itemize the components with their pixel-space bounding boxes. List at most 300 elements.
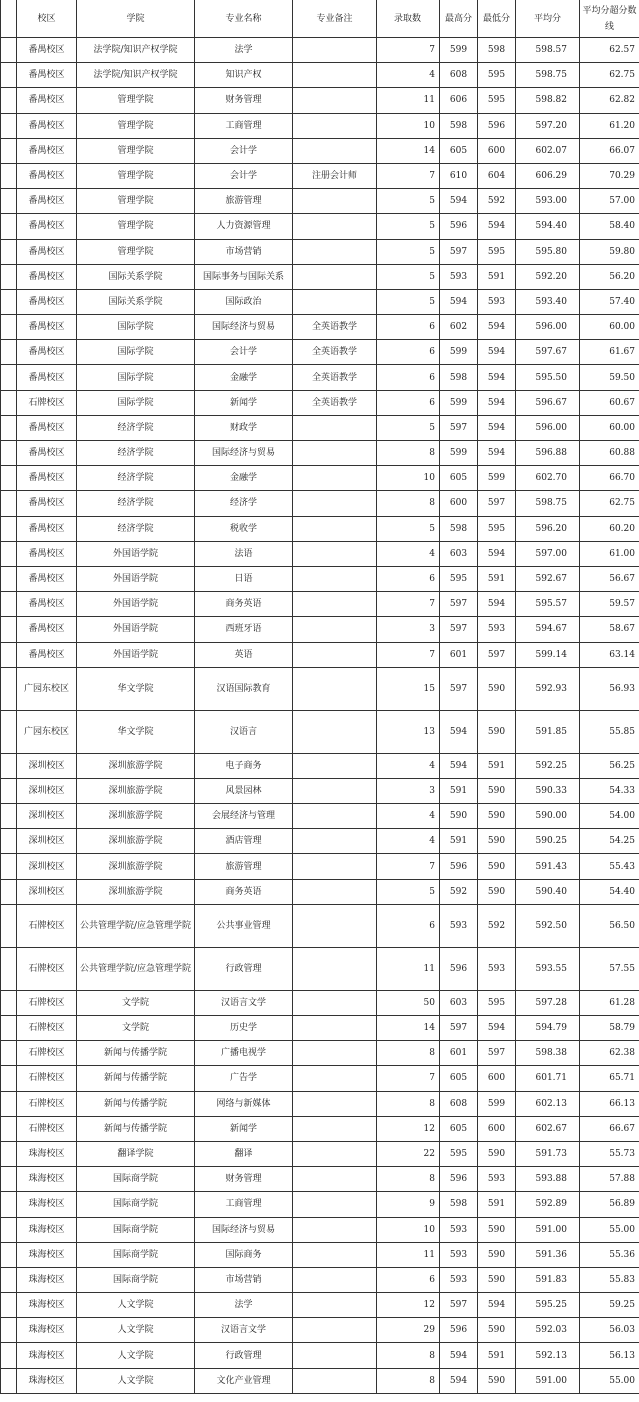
table-row (1, 990, 639, 1015)
cell-avg: 592.03 (516, 1318, 580, 1343)
cell-campus: 珠海校区 (17, 1293, 77, 1318)
cell-admitted: 14 (377, 138, 440, 163)
cell-major: 国际事务与国际关系 (195, 264, 293, 289)
cell-over: 55.43 (580, 854, 639, 879)
cell-college: 管理学院 (77, 113, 195, 138)
cell-note (293, 667, 377, 710)
row-gutter (1, 264, 17, 289)
cell-avg: 594.79 (516, 1016, 580, 1041)
cell-over: 63.14 (580, 642, 639, 667)
cell-max: 594 (440, 289, 478, 314)
cell-college: 国际关系学院 (77, 264, 195, 289)
cell-campus: 番禺校区 (17, 38, 77, 63)
cell-min: 591 (478, 264, 516, 289)
row-gutter (1, 1217, 17, 1242)
row-gutter (1, 904, 17, 947)
cell-college: 管理学院 (77, 239, 195, 264)
cell-avg: 598.75 (516, 63, 580, 88)
cell-major: 旅游管理 (195, 854, 293, 879)
cell-over: 62.75 (580, 63, 639, 88)
cell-max: 605 (440, 1066, 478, 1091)
cell-admitted: 4 (377, 829, 440, 854)
cell-min: 590 (478, 1318, 516, 1343)
cell-college: 管理学院 (77, 163, 195, 188)
cell-admitted: 6 (377, 365, 440, 390)
cell-admitted: 22 (377, 1141, 440, 1166)
cell-college: 新闻与传播学院 (77, 1066, 195, 1091)
cell-min: 595 (478, 88, 516, 113)
cell-college: 华文学院 (77, 710, 195, 753)
cell-over: 57.00 (580, 189, 639, 214)
table-row (1, 390, 639, 415)
cell-college: 华文学院 (77, 667, 195, 710)
cell-admitted: 6 (377, 315, 440, 340)
cell-over: 55.00 (580, 1368, 639, 1393)
row-gutter (1, 0, 17, 38)
cell-over: 54.25 (580, 829, 639, 854)
cell-min: 594 (478, 592, 516, 617)
row-gutter (1, 415, 17, 440)
cell-min: 591 (478, 1192, 516, 1217)
cell-over: 65.71 (580, 1066, 639, 1091)
cell-max: 610 (440, 163, 478, 188)
table-row (1, 163, 639, 188)
cell-max: 597 (440, 667, 478, 710)
cell-admitted: 8 (377, 1041, 440, 1066)
cell-campus: 番禺校区 (17, 441, 77, 466)
cell-over: 55.73 (580, 1141, 639, 1166)
cell-over: 60.20 (580, 516, 639, 541)
cell-campus: 珠海校区 (17, 1267, 77, 1292)
table-row (1, 1242, 639, 1267)
cell-max: 591 (440, 778, 478, 803)
cell-college: 国际学院 (77, 365, 195, 390)
cell-max: 595 (440, 1141, 478, 1166)
cell-campus: 石牌校区 (17, 904, 77, 947)
cell-over: 66.07 (580, 138, 639, 163)
cell-campus: 番禺校区 (17, 415, 77, 440)
cell-college: 深圳旅游学院 (77, 753, 195, 778)
table-row (1, 189, 639, 214)
cell-admitted: 7 (377, 642, 440, 667)
cell-min: 593 (478, 1167, 516, 1192)
cell-college: 国际学院 (77, 340, 195, 365)
cell-avg: 593.88 (516, 1167, 580, 1192)
cell-major: 国际商务 (195, 1242, 293, 1267)
cell-note (293, 1091, 377, 1116)
cell-avg: 599.14 (516, 642, 580, 667)
cell-note (293, 264, 377, 289)
cell-avg: 590.40 (516, 879, 580, 904)
cell-admitted: 7 (377, 854, 440, 879)
cell-major: 会计学 (195, 138, 293, 163)
cell-note (293, 710, 377, 753)
table-row (1, 829, 639, 854)
header-campus: 校区 (17, 0, 77, 38)
row-gutter (1, 1116, 17, 1141)
header-over: 平均分超分数线 (580, 0, 639, 38)
cell-min: 597 (478, 1041, 516, 1066)
cell-campus: 番禺校区 (17, 113, 77, 138)
cell-major: 文化产业管理 (195, 1368, 293, 1393)
cell-min: 600 (478, 138, 516, 163)
cell-avg: 591.85 (516, 710, 580, 753)
cell-major: 财政学 (195, 415, 293, 440)
cell-college: 经济学院 (77, 466, 195, 491)
cell-avg: 591.00 (516, 1217, 580, 1242)
cell-over: 56.03 (580, 1318, 639, 1343)
cell-campus: 番禺校区 (17, 491, 77, 516)
cell-min: 594 (478, 1293, 516, 1318)
cell-avg: 594.67 (516, 617, 580, 642)
cell-max: 597 (440, 617, 478, 642)
cell-max: 596 (440, 947, 478, 990)
table-row (1, 315, 639, 340)
cell-over: 60.00 (580, 415, 639, 440)
cell-max: 599 (440, 390, 478, 415)
table-row (1, 667, 639, 710)
cell-min: 592 (478, 904, 516, 947)
cell-note (293, 592, 377, 617)
cell-max: 594 (440, 710, 478, 753)
cell-major: 法学 (195, 38, 293, 63)
cell-over: 61.20 (580, 113, 639, 138)
cell-college: 管理学院 (77, 88, 195, 113)
cell-college: 深圳旅游学院 (77, 879, 195, 904)
cell-major: 知识产权 (195, 63, 293, 88)
cell-admitted: 5 (377, 214, 440, 239)
row-gutter (1, 1242, 17, 1267)
cell-admitted: 4 (377, 63, 440, 88)
table-row (1, 1041, 639, 1066)
cell-avg: 591.36 (516, 1242, 580, 1267)
cell-campus: 番禺校区 (17, 163, 77, 188)
cell-campus: 珠海校区 (17, 1141, 77, 1166)
cell-min: 590 (478, 1368, 516, 1393)
cell-max: 591 (440, 829, 478, 854)
cell-campus: 石牌校区 (17, 1041, 77, 1066)
cell-min: 595 (478, 63, 516, 88)
cell-max: 602 (440, 315, 478, 340)
cell-admitted: 6 (377, 904, 440, 947)
cell-major: 工商管理 (195, 113, 293, 138)
cell-over: 59.50 (580, 365, 639, 390)
cell-max: 593 (440, 904, 478, 947)
cell-max: 605 (440, 138, 478, 163)
row-gutter (1, 214, 17, 239)
cell-college: 新闻与传播学院 (77, 1116, 195, 1141)
cell-admitted: 6 (377, 1267, 440, 1292)
cell-note (293, 63, 377, 88)
cell-admitted: 12 (377, 1116, 440, 1141)
row-gutter (1, 829, 17, 854)
row-gutter (1, 1267, 17, 1292)
cell-min: 590 (478, 1267, 516, 1292)
cell-max: 596 (440, 854, 478, 879)
table-row (1, 1141, 639, 1166)
cell-major: 历史学 (195, 1016, 293, 1041)
cell-college: 深圳旅游学院 (77, 854, 195, 879)
cell-max: 590 (440, 804, 478, 829)
cell-over: 59.57 (580, 592, 639, 617)
row-gutter (1, 617, 17, 642)
cell-note (293, 415, 377, 440)
cell-over: 55.85 (580, 710, 639, 753)
cell-note (293, 1368, 377, 1393)
cell-admitted: 4 (377, 804, 440, 829)
cell-avg: 596.20 (516, 516, 580, 541)
cell-note (293, 642, 377, 667)
cell-note (293, 38, 377, 63)
cell-avg: 597.28 (516, 990, 580, 1015)
cell-max: 595 (440, 566, 478, 591)
cell-max: 597 (440, 415, 478, 440)
cell-admitted: 5 (377, 516, 440, 541)
cell-max: 603 (440, 541, 478, 566)
cell-over: 66.13 (580, 1091, 639, 1116)
cell-min: 593 (478, 289, 516, 314)
cell-campus: 珠海校区 (17, 1167, 77, 1192)
row-gutter (1, 38, 17, 63)
cell-campus: 珠海校区 (17, 1368, 77, 1393)
cell-over: 55.00 (580, 1217, 639, 1242)
cell-note (293, 289, 377, 314)
table-row (1, 592, 639, 617)
cell-max: 593 (440, 1242, 478, 1267)
cell-note (293, 1016, 377, 1041)
cell-college: 人文学院 (77, 1293, 195, 1318)
cell-major: 广告学 (195, 1066, 293, 1091)
cell-note (293, 491, 377, 516)
cell-major: 人力资源管理 (195, 214, 293, 239)
cell-min: 594 (478, 390, 516, 415)
cell-min: 593 (478, 947, 516, 990)
row-gutter (1, 365, 17, 390)
cell-major: 日语 (195, 566, 293, 591)
cell-note: 全英语教学 (293, 315, 377, 340)
cell-major: 行政管理 (195, 1343, 293, 1368)
table-row (1, 1116, 639, 1141)
cell-college: 深圳旅游学院 (77, 804, 195, 829)
cell-admitted: 10 (377, 113, 440, 138)
cell-note (293, 1318, 377, 1343)
table-row (1, 854, 639, 879)
cell-admitted: 11 (377, 88, 440, 113)
table-row (1, 415, 639, 440)
cell-min: 604 (478, 163, 516, 188)
cell-college: 新闻与传播学院 (77, 1041, 195, 1066)
cell-major: 汉语言文学 (195, 990, 293, 1015)
cell-admitted: 5 (377, 239, 440, 264)
cell-note (293, 541, 377, 566)
cell-major: 汉语国际教育 (195, 667, 293, 710)
cell-college: 文学院 (77, 990, 195, 1015)
cell-max: 598 (440, 1192, 478, 1217)
cell-major: 翻译 (195, 1141, 293, 1166)
row-gutter (1, 541, 17, 566)
cell-major: 工商管理 (195, 1192, 293, 1217)
cell-avg: 593.00 (516, 189, 580, 214)
cell-over: 66.70 (580, 466, 639, 491)
cell-over: 62.38 (580, 1041, 639, 1066)
cell-campus: 石牌校区 (17, 1116, 77, 1141)
cell-max: 597 (440, 1293, 478, 1318)
cell-major: 会展经济与管理 (195, 804, 293, 829)
cell-campus: 深圳校区 (17, 829, 77, 854)
cell-college: 法学院/知识产权学院 (77, 38, 195, 63)
cell-avg: 590.25 (516, 829, 580, 854)
cell-campus: 番禺校区 (17, 138, 77, 163)
cell-college: 国际商学院 (77, 1267, 195, 1292)
cell-avg: 593.55 (516, 947, 580, 990)
cell-avg: 591.43 (516, 854, 580, 879)
cell-college: 外国语学院 (77, 566, 195, 591)
header-note: 专业备注 (293, 0, 377, 38)
cell-admitted: 6 (377, 390, 440, 415)
cell-min: 597 (478, 642, 516, 667)
cell-min: 599 (478, 466, 516, 491)
cell-college: 国际商学院 (77, 1167, 195, 1192)
cell-campus: 广园东校区 (17, 710, 77, 753)
cell-campus: 番禺校区 (17, 566, 77, 591)
cell-college: 管理学院 (77, 189, 195, 214)
cell-over: 60.00 (580, 315, 639, 340)
cell-max: 594 (440, 753, 478, 778)
cell-admitted: 8 (377, 1343, 440, 1368)
cell-avg: 598.57 (516, 38, 580, 63)
table-row (1, 1368, 639, 1393)
table-row (1, 541, 639, 566)
cell-note (293, 189, 377, 214)
cell-major: 金融学 (195, 365, 293, 390)
cell-admitted: 9 (377, 1192, 440, 1217)
cell-max: 605 (440, 1116, 478, 1141)
cell-campus: 番禺校区 (17, 617, 77, 642)
cell-note (293, 904, 377, 947)
cell-campus: 番禺校区 (17, 340, 77, 365)
cell-college: 公共管理学院/应急管理学院 (77, 947, 195, 990)
table-row (1, 617, 639, 642)
cell-over: 56.89 (580, 1192, 639, 1217)
table-row (1, 804, 639, 829)
cell-over: 56.20 (580, 264, 639, 289)
cell-over: 55.83 (580, 1267, 639, 1292)
cell-min: 595 (478, 516, 516, 541)
cell-college: 国际学院 (77, 315, 195, 340)
cell-admitted: 15 (377, 667, 440, 710)
cell-max: 594 (440, 189, 478, 214)
cell-over: 66.67 (580, 1116, 639, 1141)
cell-college: 国际关系学院 (77, 289, 195, 314)
cell-avg: 592.25 (516, 753, 580, 778)
cell-major: 汉语言文学 (195, 1318, 293, 1343)
cell-max: 603 (440, 990, 478, 1015)
cell-college: 经济学院 (77, 441, 195, 466)
cell-major: 经济学 (195, 491, 293, 516)
row-gutter (1, 113, 17, 138)
cell-avg: 597.20 (516, 113, 580, 138)
cell-avg: 591.00 (516, 1368, 580, 1393)
cell-admitted: 3 (377, 778, 440, 803)
cell-min: 600 (478, 1066, 516, 1091)
cell-note (293, 1141, 377, 1166)
cell-campus: 番禺校区 (17, 88, 77, 113)
cell-max: 599 (440, 38, 478, 63)
cell-major: 新闻学 (195, 1116, 293, 1141)
cell-min: 600 (478, 1116, 516, 1141)
cell-college: 外国语学院 (77, 642, 195, 667)
cell-college: 外国语学院 (77, 592, 195, 617)
cell-over: 56.13 (580, 1343, 639, 1368)
cell-campus: 番禺校区 (17, 365, 77, 390)
row-gutter (1, 1066, 17, 1091)
cell-over: 57.55 (580, 947, 639, 990)
cell-note (293, 753, 377, 778)
cell-over: 62.82 (580, 88, 639, 113)
cell-college: 人文学院 (77, 1318, 195, 1343)
cell-min: 594 (478, 1016, 516, 1041)
cell-avg: 596.00 (516, 415, 580, 440)
cell-avg: 602.13 (516, 1091, 580, 1116)
table-row (1, 1293, 639, 1318)
row-gutter (1, 1368, 17, 1393)
cell-max: 597 (440, 592, 478, 617)
table-row (1, 289, 639, 314)
cell-max: 593 (440, 1217, 478, 1242)
row-gutter (1, 466, 17, 491)
cell-admitted: 5 (377, 189, 440, 214)
cell-avg: 602.70 (516, 466, 580, 491)
cell-admitted: 12 (377, 1293, 440, 1318)
cell-campus: 番禺校区 (17, 541, 77, 566)
row-gutter (1, 1293, 17, 1318)
cell-campus: 番禺校区 (17, 466, 77, 491)
cell-max: 596 (440, 214, 478, 239)
cell-major: 旅游管理 (195, 189, 293, 214)
cell-avg: 592.50 (516, 904, 580, 947)
cell-avg: 594.40 (516, 214, 580, 239)
cell-major: 电子商务 (195, 753, 293, 778)
cell-note (293, 778, 377, 803)
cell-admitted: 8 (377, 441, 440, 466)
row-gutter (1, 1141, 17, 1166)
cell-over: 54.40 (580, 879, 639, 904)
cell-over: 58.67 (580, 617, 639, 642)
cell-min: 590 (478, 710, 516, 753)
cell-note (293, 617, 377, 642)
row-gutter (1, 710, 17, 753)
cell-note (293, 441, 377, 466)
cell-admitted: 7 (377, 592, 440, 617)
cell-college: 国际商学院 (77, 1242, 195, 1267)
cell-campus: 珠海校区 (17, 1318, 77, 1343)
cell-avg: 602.67 (516, 1116, 580, 1141)
cell-admitted: 8 (377, 491, 440, 516)
cell-note (293, 138, 377, 163)
cell-admitted: 5 (377, 264, 440, 289)
cell-over: 60.88 (580, 441, 639, 466)
cell-note (293, 829, 377, 854)
cell-campus: 珠海校区 (17, 1242, 77, 1267)
cell-over: 58.79 (580, 1016, 639, 1041)
cell-college: 法学院/知识产权学院 (77, 63, 195, 88)
cell-college: 管理学院 (77, 138, 195, 163)
row-gutter (1, 390, 17, 415)
row-gutter (1, 516, 17, 541)
cell-min: 598 (478, 38, 516, 63)
cell-min: 592 (478, 189, 516, 214)
cell-college: 国际商学院 (77, 1217, 195, 1242)
